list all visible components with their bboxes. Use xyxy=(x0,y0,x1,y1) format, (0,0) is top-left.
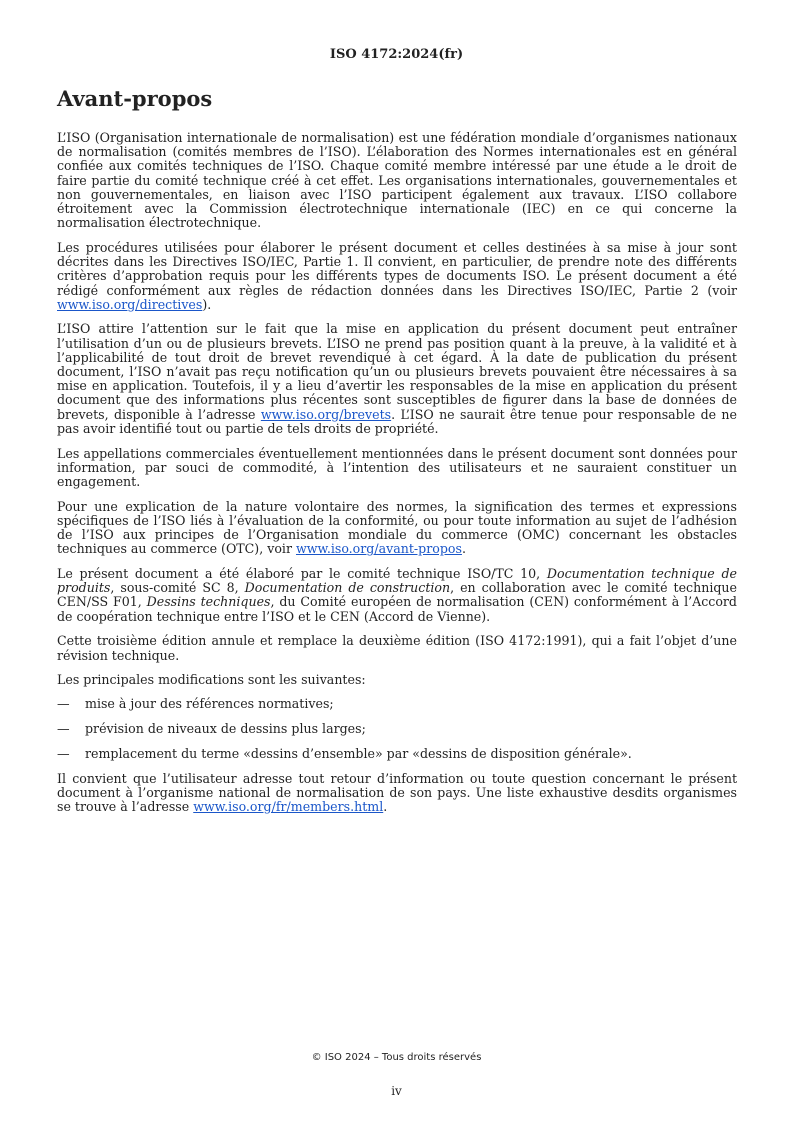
document-id-header: ISO 4172:2024(fr) xyxy=(329,47,464,62)
paragraph-text: . xyxy=(461,541,466,557)
copyright-footer: © ISO 2024 – Tous droits réservés xyxy=(311,1052,482,1063)
cen-committee-title: Dessins techniques xyxy=(146,594,271,610)
page-number: iv xyxy=(391,1084,402,1098)
foreword-link[interactable]: www.iso.org/avant-propos xyxy=(295,541,462,557)
paragraph-text: Il convient que l’utilisateur adresse tout retour d’information ou toute question concernant le présent document à l’organisme national de normalisation de son pays. Une liste exhaustive desdits organismes se trouve à l’adresse xyxy=(57,770,737,814)
paragraph-committee xyxy=(57,567,737,624)
paragraph-patents xyxy=(57,322,737,436)
subcommittee-title: Documentation de construction xyxy=(244,580,451,596)
paragraph-edition: Cette troisième édition annule et remplace la deuxième édition (ISO 4172:1991), qui a fait l’objet d’une révision technique. xyxy=(57,633,737,663)
members-link[interactable]: www.iso.org/fr/members.html xyxy=(193,798,384,814)
paragraph-text: Pour une explication de la nature volontaire des normes, la signification des termes et expressions spécifiques de l’ISO liés à l’évaluation de la conformité, ou pour toute information au sujet de l’adhésion de l’ISO aux principes de l’Organisation mondiale du commerce (OMC) concernant les obstacles techniques au commerce (OTC), voir xyxy=(57,498,737,557)
list-item xyxy=(57,747,737,761)
paragraph-text: Les procédures utilisées pour élaborer le présent document et celles destinées à sa mise à jour sont décrites dans les Directives ISO/IEC, Partie 1. Il convient, en particulier, de prendre note des différents critères d’approbation requis pour les différents types de documents ISO. Le présent document a été rédigé conformément aux règles de rédaction données dans les Directives ISO/IEC, Partie 2 (voir xyxy=(57,239,737,298)
paragraph-text: Le présent document a été élaboré par le comité technique ISO/TC 10, xyxy=(57,565,547,581)
paragraph-text: ). xyxy=(202,296,212,312)
list-item xyxy=(57,697,737,711)
paragraph-text: , sous-comité SC 8, xyxy=(110,580,245,596)
directives-link[interactable]: www.iso.org/directives xyxy=(57,296,203,312)
paragraph-text: . L’ISO ne saurait être tenue pour responsable de ne pas avoir identifié tout ou partie de tels droits de propriété. xyxy=(57,406,737,436)
list-item-text: prévision de niveaux de dessins plus larges; xyxy=(85,721,366,737)
paragraph-procedures xyxy=(57,241,737,312)
paragraph-text: , en collaboration avec le comité technique CEN/SS F01, xyxy=(57,580,737,610)
list-item-text: mise à jour des références normatives; xyxy=(85,696,334,712)
document-body xyxy=(57,131,737,825)
list-dash: — xyxy=(57,721,70,737)
patents-link[interactable]: www.iso.org/brevets xyxy=(260,406,392,422)
paragraph-text: , du Comité européen de normalisation (CEN) conformément à l’Accord de coopération technique entre l’ISO et le CEN (Accord de Vienne). xyxy=(57,594,737,624)
paragraph-text: . xyxy=(383,798,388,814)
committee-title: Documentation technique de produits xyxy=(57,565,737,596)
paragraph-voluntary-nature xyxy=(57,500,737,557)
list-dash: — xyxy=(57,696,70,712)
paragraph-changes-intro: Les principales modifications sont les suivantes: xyxy=(57,672,366,688)
paragraph-trade-names: Les appellations commerciales éventuellement mentionnées dans le présent document sont données pour information, par souci de commodité, à l’intention des utilisateurs et ne sauraient constituer un engagement. xyxy=(57,445,737,489)
paragraph-feedback xyxy=(57,772,737,815)
list-item-text: remplacement du terme «dessins d’ensemble» par «dessins de disposition générale». xyxy=(85,745,632,761)
list-item xyxy=(57,722,737,736)
page-title: Avant-propos xyxy=(57,86,213,111)
paragraph-iso-intro: L’ISO (Organisation internationale de normalisation) est une fédération mondiale d’organismes nationaux de normalisation (comités membres de l’ISO). L’élaboration des Normes internationales est en général confiée aux comités techniques de l’ISO. Chaque comité membre intéressé par une étude a le droit de faire partie du comité technique créé à cet effet. Les organisations internationales, gouvernementales et non gouvernementales, en liaison avec l’ISO participent également aux travaux. L’ISO collabore étroitement avec la Commission électrotechnique internationale (IEC) en ce qui concerne la normalisation électrotechnique. xyxy=(57,130,737,231)
paragraph-text: L’ISO attire l’attention sur le fait que la mise en application du présent document peut entraîner l’utilisation d’un ou de plusieurs brevets. L’ISO ne prend pas position quant à la preuve, à la validité et à l’applicabilité de tout droit de brevet revendiqué à cet égard. À la date de publication du présent document, l’ISO n’avait pas reçu notification qu’un ou plusieurs brevets pouvaient être nécessaires à sa mise en application. Toutefois, il y a lieu d’avertir les responsables de la mise en application du présent document que des informations plus récentes sont susceptibles de figurer dans la base de données de brevets, disponible à l’adresse xyxy=(57,321,737,422)
list-dash: — xyxy=(57,745,70,761)
